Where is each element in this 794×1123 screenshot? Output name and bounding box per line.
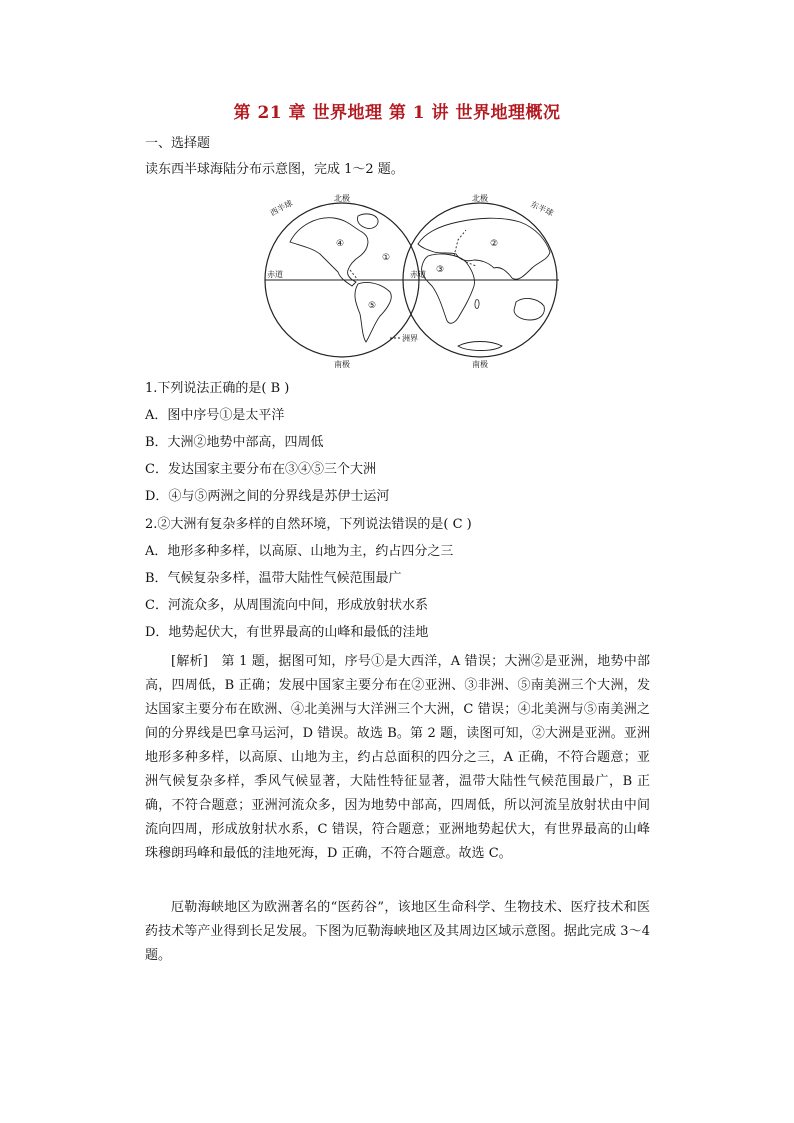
madagascar-outline <box>475 300 479 309</box>
hemisphere-map <box>262 190 562 370</box>
boundary-legend-label: 洲界 <box>402 334 418 343</box>
africa-outline <box>422 254 475 323</box>
question-2-option-c: C．河流众多，从周围流向中间，形成放射状水系 <box>145 598 428 613</box>
question-intro-2: 厄勒海峡地区为欧洲著名的“医药谷”，该地区生命科学、生物技术、医疗技术和医药技术等产业得到长足发展。下图为厄勒海峡地区及其周边区域示意图。据此完成 3～4 题。 <box>145 900 650 963</box>
marker-5: ⑤ <box>368 301 377 311</box>
east-hemisphere-label: 东半球 <box>529 199 555 218</box>
north-pole-label-east: 北极 <box>472 194 488 203</box>
greenland-outline <box>357 214 378 229</box>
question-1-option-c: C．发达国家主要分布在③④⑤三个大洲 <box>145 462 376 477</box>
section-heading: 一、选择题 <box>145 136 211 151</box>
marker-1: ① <box>382 253 391 263</box>
south-pole-label-east: 南极 <box>472 360 488 369</box>
question-1-option-d: D．④与⑤两洲之间的分界线是苏伊士运河 <box>145 489 390 504</box>
north-america-outline <box>290 218 368 286</box>
europe-asia-boundary <box>454 230 466 256</box>
equator-label-west: 赤道 <box>267 270 283 279</box>
page-title: 第 21 章 世界地理 第 1 讲 世界地理概况 <box>233 103 561 123</box>
north-pole-label-west: 北极 <box>334 194 350 203</box>
west-hemisphere-label: 西半球 <box>268 198 295 218</box>
marker-3: ③ <box>436 265 445 275</box>
question-2-option-b: B．气候复杂多样，温带大陆性气候范围最广 <box>145 571 402 586</box>
question-2-option-d: D．地势起伏大，有世界最高的山峰和最低的洼地 <box>145 625 429 640</box>
equator-label-east: 赤道 <box>410 270 426 279</box>
analysis-paragraph: [解析] 第 1 题，据图可知，序号①是大西洋，A 错误；大洲②是亚洲，地势中部高，四周低，B 正确；发展中国家主要分布在②亚洲、③非洲、⑤南美洲三个大洲，发达国家主要分布在欧洲、④北美洲与大洋洲三个大洲，C 错误；④北美洲与⑤南美洲之间的分界线是巴拿马运河，D 错误。故选 B。第 2 题，读图可知，②大洲是亚洲。亚洲地形多种多样，以高原、山地为主，约占总面积的四分之三，A 正确，不符合题意；亚洲气候复杂多样，季风气候显著，大陆性特征显著，温带大陆性气候范围最广，B 正确，不符合题意；亚洲河流众多，因为地势中部高，四周低，所以河流呈放射状由中间流向四周，形成放射状水系，C 错误，符合题意；亚洲地势起伏大，有世界最高的山峰珠穆朗玛峰和最低的洼地死海，D 正确，不符合题意。故选 C。 <box>145 654 650 861</box>
south-pole-label-west: 南极 <box>334 360 350 369</box>
question-1-option-b: B．大洲②地势中部高，四周低 <box>145 435 324 450</box>
question-2-stem: 2.②大洲有复杂多样的自然环境，下列说法错误的是( C ) <box>145 517 472 532</box>
question-1-option-a: A．图中序号①是太平洋 <box>145 408 285 423</box>
question-intro-1: 读东西半球海陆分布示意图，完成 1～2 题。 <box>145 162 404 177</box>
south-america-outline <box>355 282 391 342</box>
marker-4: ④ <box>336 239 345 249</box>
antarctica-outline <box>458 342 502 351</box>
australia-outline <box>514 299 544 320</box>
question-2-option-a: A．地形多种多样，以高原、山地为主，约占四分之三 <box>145 544 454 559</box>
question-1-stem: 1.下列说法正确的是( B ) <box>145 381 290 396</box>
hemisphere-map-figure <box>262 190 562 370</box>
marker-2: ② <box>490 239 499 249</box>
